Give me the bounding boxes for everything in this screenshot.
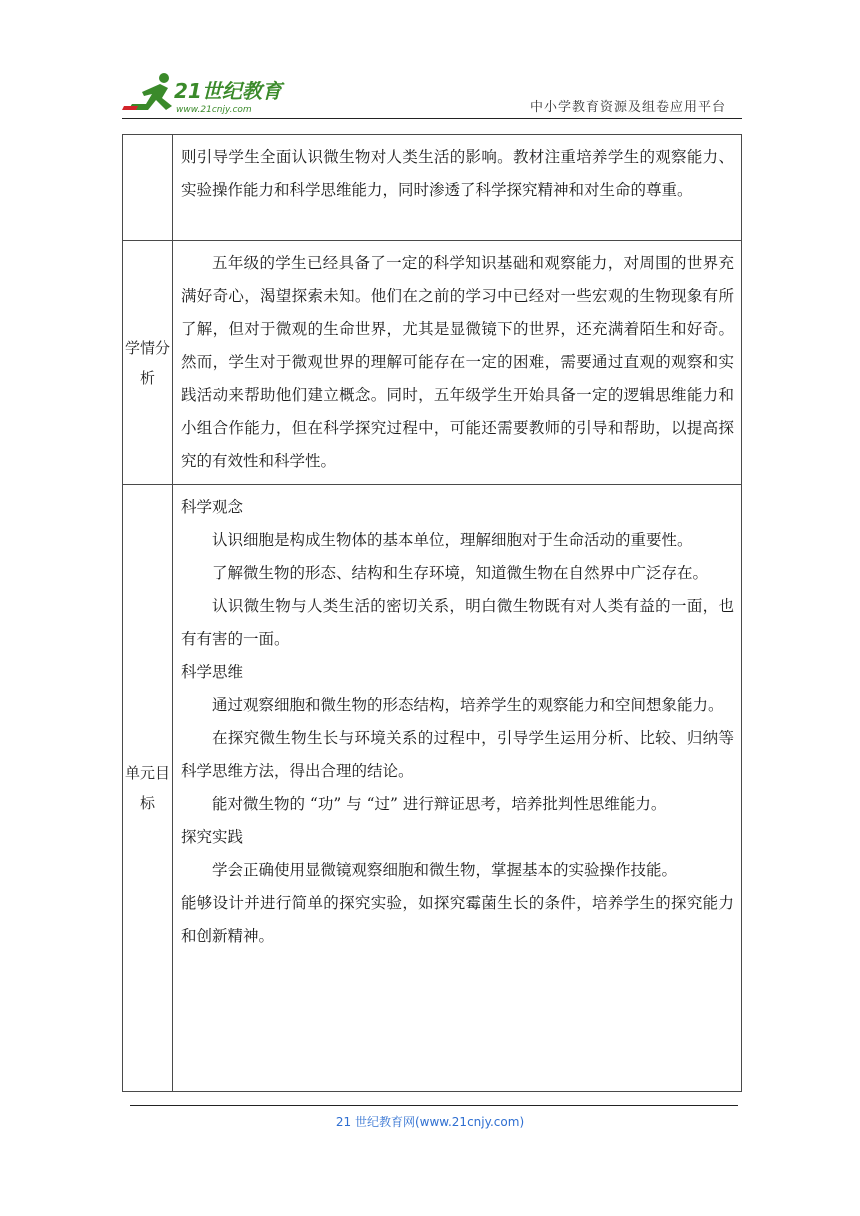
goal-item: 学会正确使用显微镜观察细胞和微生物，掌握基本的实验操作技能。 (212, 861, 678, 879)
table-row (123, 135, 742, 241)
page-header (122, 64, 742, 120)
row-label-unit-goals: 单元目标 (123, 485, 173, 1092)
lesson-plan-table (122, 134, 742, 1092)
site-logo (122, 70, 292, 116)
paragraph: 五年级的学生已经具备了一定的科学知识基础和观察能力，对周围的世界充满好奇心，渴望探索未知。他们在之前的学习中已经对一些宏观的生物现象有所了解，但对于微观的生命世界，尤其是显微镜下的世界，还充满着陌生和好奇。然而，学生对于微观世界的理解可能存在一定的困难，需要通过直观的观察和实践活动来帮助他们建立概念。同时，五年级学生开始具备一定的逻辑思维能力和小组合作能力，但在科学探究过程中，可能还需要教师的引导和帮助，以提高探究的有效性和科学性。 (181, 254, 734, 470)
goal-item: 能对微生物的 “功” 与 “过” 进行辩证思考，培养批判性思维能力。 (212, 795, 667, 813)
section-heading-science-thinking: 科学思维 (181, 663, 244, 681)
row-content (173, 485, 742, 1092)
section-heading-inquiry-practice: 探究实践 (181, 828, 244, 846)
footer-divider (130, 1105, 738, 1106)
running-figure-icon (122, 73, 172, 110)
row-label-learner-analysis: 学情分析 (123, 241, 173, 485)
table-row (123, 241, 742, 485)
logo-url: www.21cnjy.com (176, 105, 252, 115)
goal-item: 了解微生物的形态、结构和生存环境，知道微生物在自然界中广泛存在。 (212, 564, 709, 582)
row-label (123, 135, 173, 241)
section-heading-science-concepts: 科学观念 (181, 498, 244, 516)
goal-item: 认识微生物与人类生活的密切关系，明白微生物既有对人类有益的一面，也有有害的一面。 (181, 597, 734, 648)
row-content (173, 241, 742, 485)
goal-item: 在探究微生物生长与环境关系的过程中，引导学生运用分析、比较、归纳等科学思维方法，得出合理的结论。 (181, 729, 734, 780)
header-divider (122, 118, 742, 119)
goal-item: 通过观察细胞和微生物的形态结构，培养学生的观察能力和空间想象能力。 (212, 696, 724, 714)
goal-item: 能够设计并进行简单的探究实验，如探究霉菌生长的条件，培养学生的探究能力和创新精神。 (181, 894, 734, 945)
table-row (123, 485, 742, 1092)
header-slogan: 中小学教育资源及组卷应用平台 (529, 100, 726, 115)
row-content (173, 135, 742, 241)
paragraph: 则引导学生全面认识微生物对人类生活的影响。教材注重培养学生的观察能力、实验操作能力和科学思维能力，同时渗透了科学探究精神和对生命的尊重。 (181, 148, 734, 199)
goal-item: 认识细胞是构成生物体的基本单位，理解细胞对于生命活动的重要性。 (212, 531, 693, 549)
footer-link[interactable]: 21 世纪教育网(www.21cnjy.com) (335, 1115, 525, 1129)
logo-text: 21世纪教育 (174, 79, 282, 103)
